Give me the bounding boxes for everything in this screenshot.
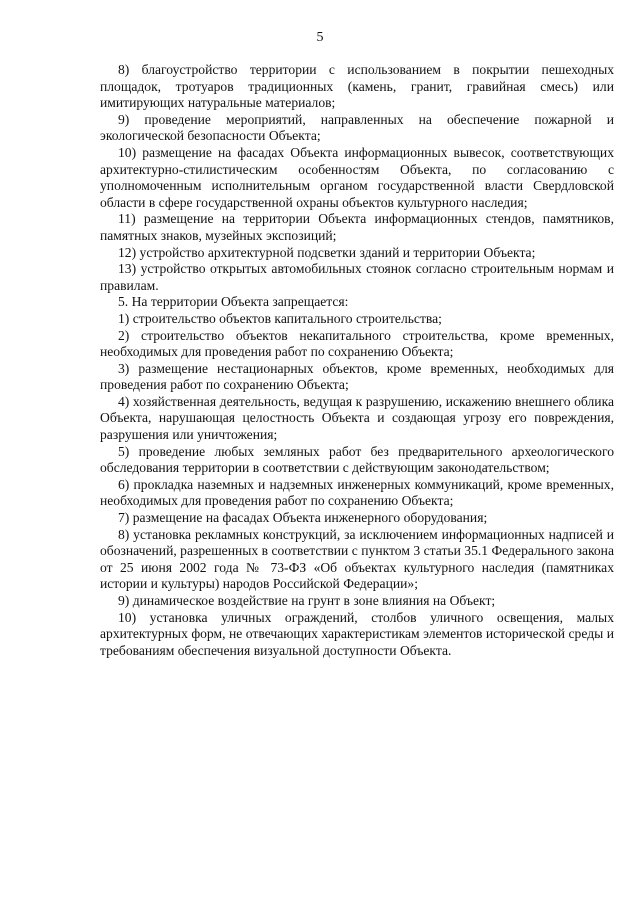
prohibited-item-1: 1) строительство объектов капитального строительства; bbox=[118, 310, 442, 326]
paragraph-item-13-parking: 13) устройство открытых автомобильных стоянок согласно строительным нормам и правилам. bbox=[100, 261, 614, 293]
paragraph-item-10-signage: 10) размещение на фасадах Объекта информационных вывесок, соответствующих архитектурно-стилистическим особенностям Объекта, по согласованию с уполномоченным исполнительным органом государственной власти Свердловской области в сфере государственной охраны объектов культурного наследия; bbox=[100, 144, 614, 210]
prohibited-item-6: 6) прокладка наземных и надземных инженерных коммуникаций, кроме временных, необходимых для проведения работ по сохранению Объекта; bbox=[100, 476, 614, 509]
page-number: 5 bbox=[316, 30, 324, 45]
document-body bbox=[100, 62, 614, 659]
prohibited-item-2: 2) строительство объектов некапитального строительства, кроме временных, необходимых для проведения работ по сохранению Объекта; bbox=[100, 327, 614, 360]
section-heading-prohibited: 5. На территории Объекта запрещается: bbox=[118, 294, 349, 310]
paragraph-item-9-fire-safety: 9) проведение мероприятий, направленных на обеспечение пожарной и экологической безопасности Объекта; bbox=[100, 111, 614, 144]
prohibited-item-10: 10) установка уличных ограждений, столбов уличного освещения, малых архитектурных форм, не отвечающих характеристикам элементов исторической среды и требованиям обеспечения визуальной доступности Объекта. bbox=[100, 609, 614, 658]
prohibited-item-4: 4) хозяйственная деятельность, ведущая к разрушению, искажению внешнего облика Объекта, нарушающая целостность Объекта и создающая угрозу его повреждения, разрушения или уничтожения; bbox=[100, 393, 614, 443]
prohibited-item-3: 3) размещение нестационарных объектов, кроме временных, необходимых для проведения работ по сохранению Объекта; bbox=[100, 360, 614, 393]
prohibited-item-7: 7) размещение на фасадах Объекта инженерного оборудования; bbox=[118, 510, 488, 526]
prohibited-item-5: 5) проведение любых земляных работ без предварительного археологического обследования территории в соответствии с действующим законодательством; bbox=[100, 443, 614, 476]
paragraph-item-12-lighting: 12) устройство архитектурной подсветки зданий и территории Объекта; bbox=[118, 244, 536, 260]
prohibited-item-8: 8) установка рекламных конструкций, за исключением информационных надписей и обозначений, разрешенных в соответствии с пунктом 3 статьи 35.1 Федерального закона от 25 июня 2002 года № 73-ФЗ «Об объектах культурного наследия (памятниках истории и культуры) народов Российской Федерации»; bbox=[100, 526, 614, 592]
paragraph-item-11-stands: 11) размещение на территории Объекта информационных стендов, памятников, памятных знаков, музейных экспозиций; bbox=[100, 211, 614, 243]
paragraph-item-8-landscaping: 8) благоустройство территории с использованием в покрытии пешеходных площадок, тротуаров традиционных (камень, гранит, гравийная смесь) или имитирующих натуральные материалов; bbox=[100, 62, 614, 111]
prohibited-item-9: 9) динамическое воздействие на грунт в зоне влияния на Объект; bbox=[118, 593, 496, 608]
